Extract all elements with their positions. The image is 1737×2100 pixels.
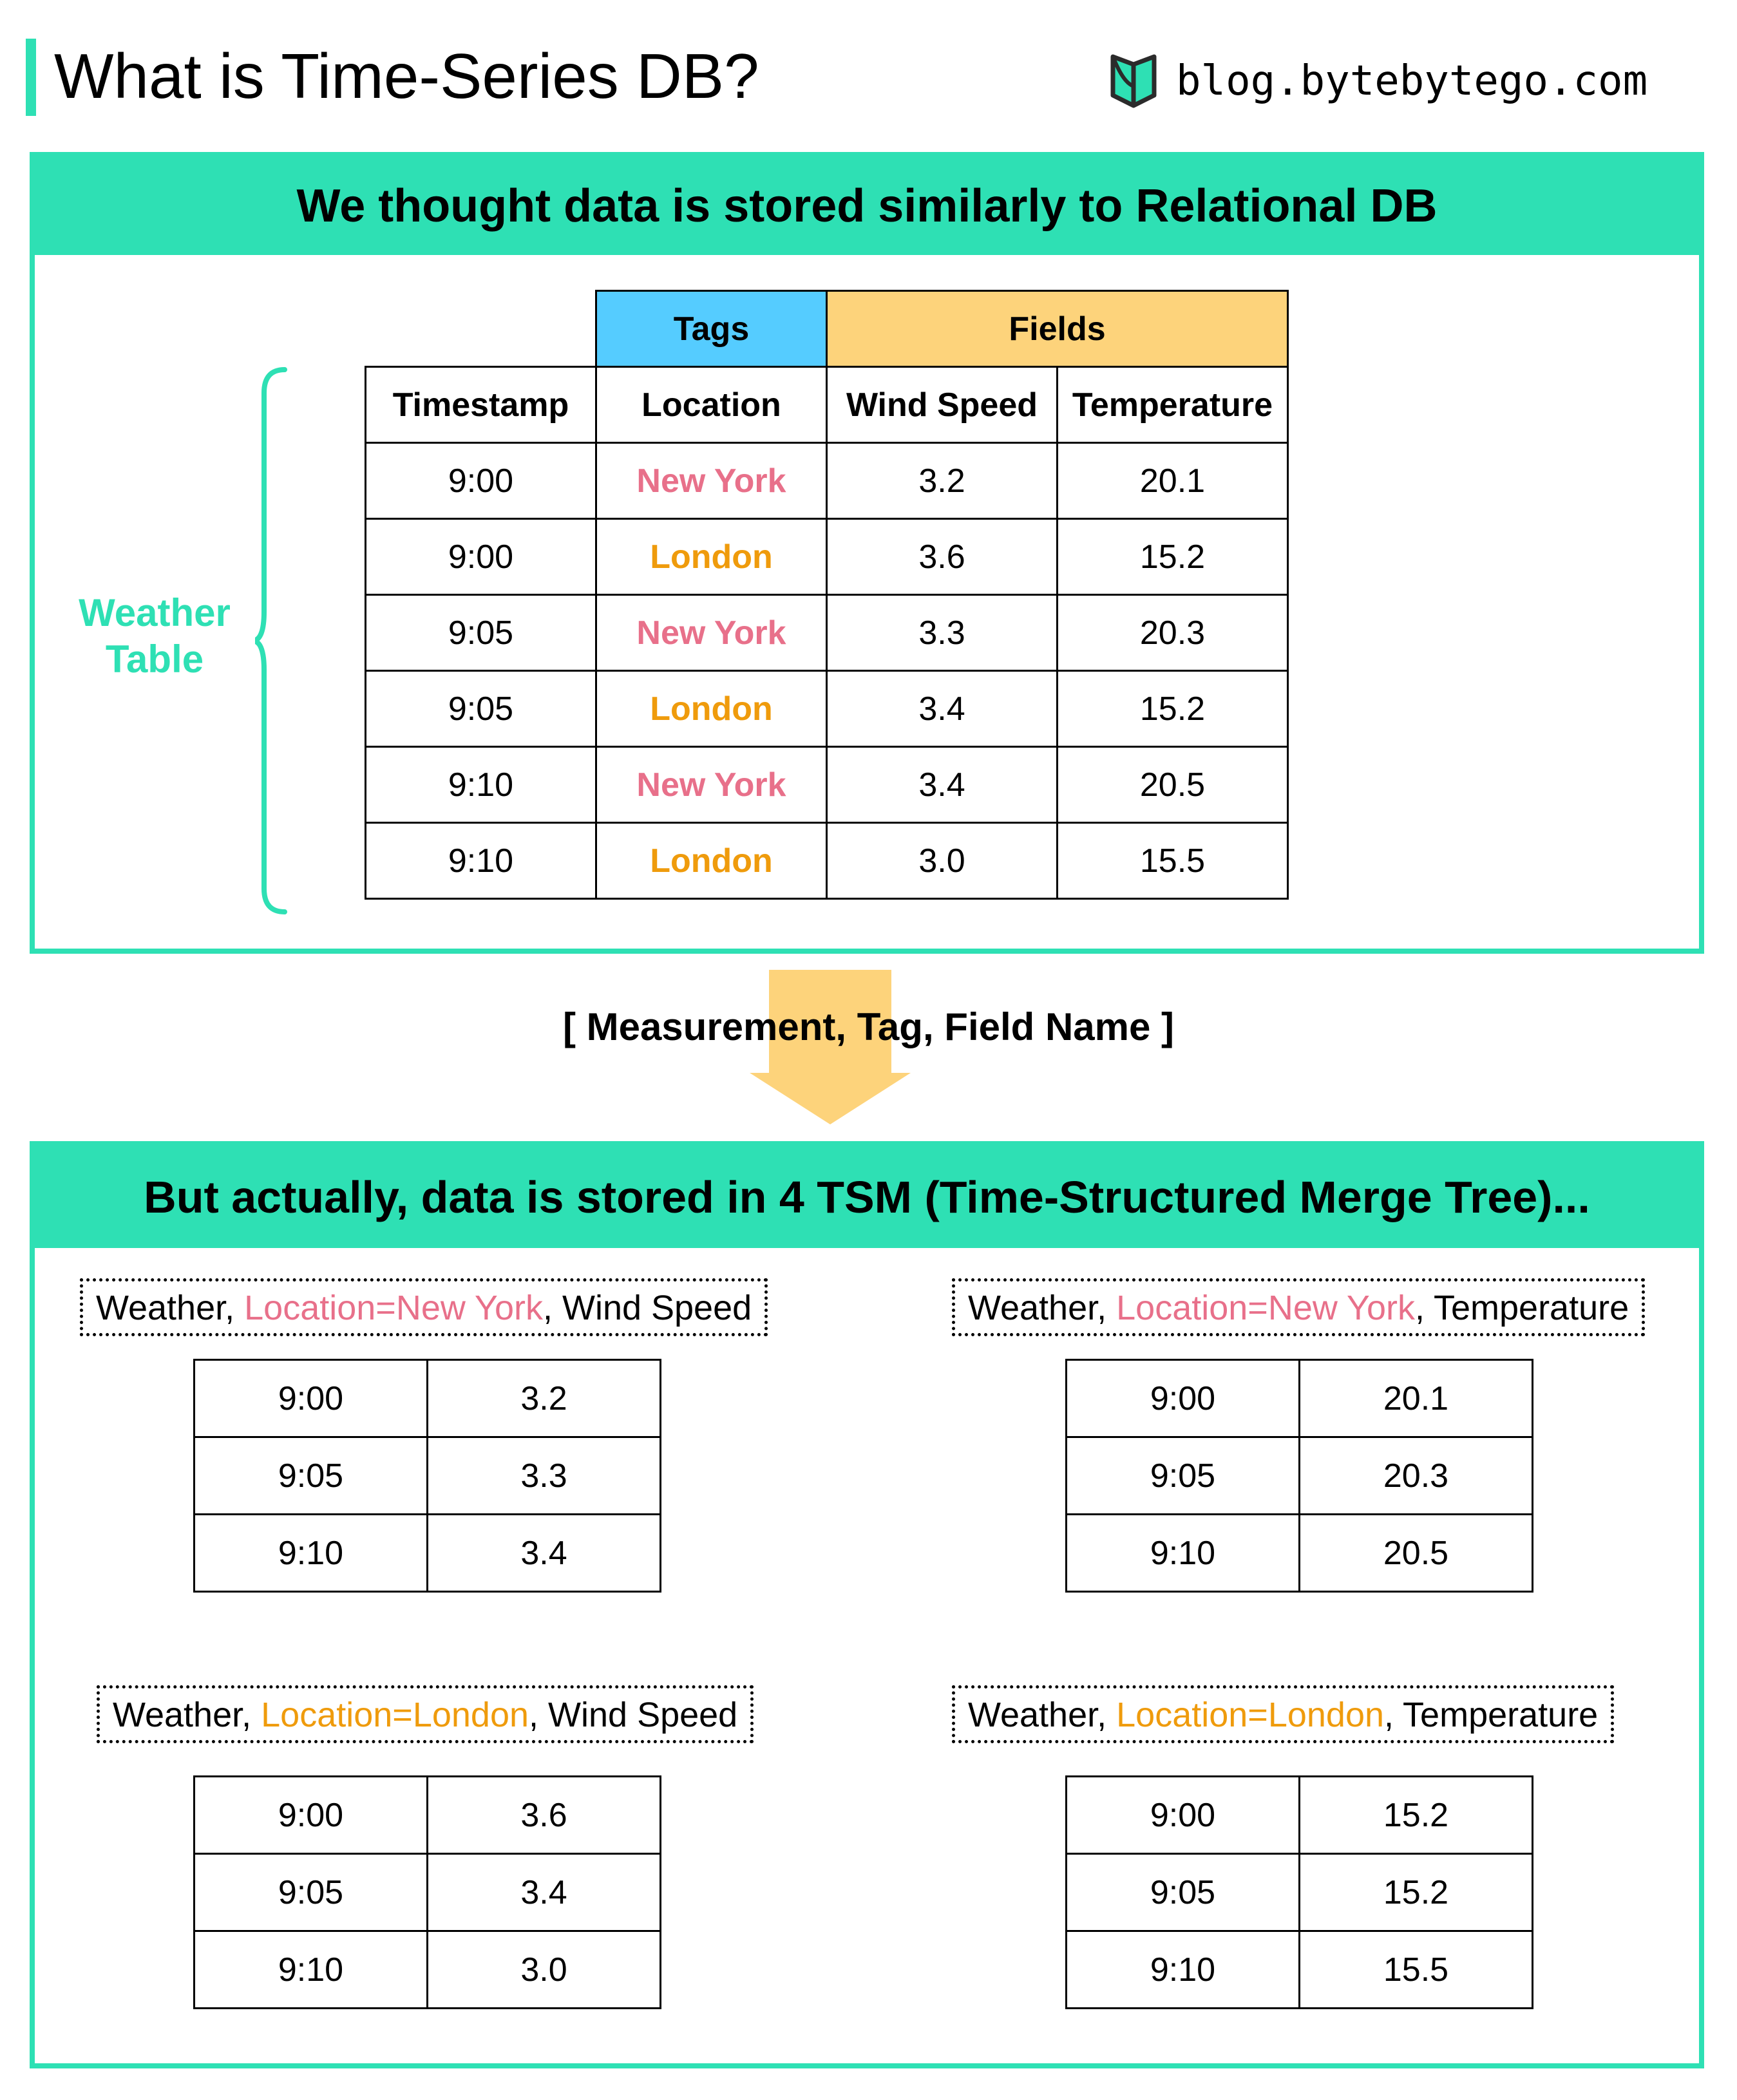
time-cell: 9:00 [195, 1777, 428, 1854]
time-cell: 9:00 [195, 1360, 428, 1437]
column-header: Timestamp [366, 367, 596, 443]
weather-table [365, 290, 1289, 900]
value-cell: 20.1 [1300, 1360, 1533, 1437]
bytebytego-logo-icon [1108, 50, 1159, 112]
blank-cell [366, 291, 596, 367]
location-cell: London [596, 671, 827, 747]
measurement-text: Weather, [968, 1289, 1117, 1327]
time-cell: 9:05 [195, 1854, 428, 1931]
timestamp-cell: 9:05 [366, 671, 596, 747]
timestamp-cell: 9:00 [366, 443, 596, 519]
field-text: , Wind Speed [542, 1289, 752, 1327]
field-text: , Temperature [1414, 1289, 1629, 1327]
table-row [366, 823, 1288, 899]
column-header-row [366, 367, 1288, 443]
timestamp-cell: 9:10 [366, 747, 596, 823]
value-cell: 3.6 [428, 1777, 661, 1854]
relational-heading: We thought data is stored similarly to Relational DB [35, 157, 1699, 255]
table-row [1067, 1515, 1533, 1592]
time-cell: 9:05 [1067, 1854, 1300, 1931]
time-cell: 9:10 [195, 1515, 428, 1592]
value-cell: 15.2 [1300, 1777, 1533, 1854]
table-row [1067, 1931, 1533, 2009]
timestamp-cell: 9:05 [366, 595, 596, 671]
time-cell: 9:00 [1067, 1777, 1300, 1854]
column-header: Wind Speed [827, 367, 1058, 443]
table-row [366, 595, 1288, 671]
table-row [195, 1437, 661, 1515]
temperature-cell: 15.5 [1058, 823, 1288, 899]
series-key [97, 1685, 754, 1743]
series-key [80, 1278, 768, 1336]
wind-speed-cell: 3.4 [827, 671, 1058, 747]
wind-speed-cell: 3.4 [827, 747, 1058, 823]
timestamp-cell: 9:00 [366, 519, 596, 595]
time-cell: 9:10 [1067, 1515, 1300, 1592]
table-row [1067, 1437, 1533, 1515]
series-table [1065, 1775, 1533, 2009]
weather-table-label-line2: Table [105, 638, 204, 681]
series-table [193, 1775, 661, 2009]
table-row [1067, 1854, 1533, 1931]
tags-group-header: Tags [596, 291, 827, 367]
series-table [193, 1359, 661, 1593]
weather-table-label [64, 590, 245, 683]
value-cell: 3.4 [428, 1515, 661, 1592]
tag-text: Location=New York [1116, 1289, 1415, 1327]
measurement-text: Weather, [96, 1289, 245, 1327]
measurement-text: Weather, [113, 1696, 261, 1734]
title-accent-bar [26, 39, 36, 116]
field-text: , Wind Speed [529, 1696, 738, 1734]
tsm-heading: But actually, data is stored in 4 TSM (Time-Structured Merge Tree)... [35, 1146, 1699, 1248]
table-row [366, 747, 1288, 823]
fields-group-header: Fields [827, 291, 1288, 367]
table-row [195, 1360, 661, 1437]
location-cell: London [596, 823, 827, 899]
value-cell: 20.5 [1300, 1515, 1533, 1592]
value-cell: 20.3 [1300, 1437, 1533, 1515]
group-header-row [366, 291, 1288, 367]
table-row [1067, 1360, 1533, 1437]
table-row [195, 1777, 661, 1854]
temperature-cell: 20.5 [1058, 747, 1288, 823]
value-cell: 3.3 [428, 1437, 661, 1515]
temperature-cell: 20.1 [1058, 443, 1288, 519]
time-cell: 9:00 [1067, 1360, 1300, 1437]
location-cell: New York [596, 595, 827, 671]
time-cell: 9:10 [1067, 1931, 1300, 2009]
time-cell: 9:10 [195, 1931, 428, 2009]
brand [1108, 48, 1647, 115]
wind-speed-cell: 3.0 [827, 823, 1058, 899]
table-row [366, 671, 1288, 747]
table-row [195, 1854, 661, 1931]
temperature-cell: 20.3 [1058, 595, 1288, 671]
temperature-cell: 15.2 [1058, 671, 1288, 747]
value-cell: 3.4 [428, 1854, 661, 1931]
tag-text: Location=London [1116, 1696, 1385, 1734]
wind-speed-cell: 3.6 [827, 519, 1058, 595]
location-cell: New York [596, 443, 827, 519]
temperature-cell: 15.2 [1058, 519, 1288, 595]
series-key [952, 1278, 1645, 1336]
column-header: Temperature [1058, 367, 1288, 443]
wind-speed-cell: 3.2 [827, 443, 1058, 519]
value-cell: 3.0 [428, 1931, 661, 2009]
table-row [366, 519, 1288, 595]
page-title: What is Time-Series DB? [54, 41, 759, 111]
field-text: , Temperature [1384, 1696, 1599, 1734]
measurement-text: Weather, [968, 1696, 1117, 1734]
curly-brace-icon [255, 367, 300, 914]
time-cell: 9:05 [195, 1437, 428, 1515]
wind-speed-cell: 3.3 [827, 595, 1058, 671]
location-cell: New York [596, 747, 827, 823]
value-cell: 15.5 [1300, 1931, 1533, 2009]
value-cell: 3.2 [428, 1360, 661, 1437]
brand-url[interactable]: blog.bytebytego.com [1176, 57, 1648, 105]
weather-table-label-line1: Weather [79, 591, 231, 634]
table-row [1067, 1777, 1533, 1854]
table-row [195, 1931, 661, 2009]
time-cell: 9:05 [1067, 1437, 1300, 1515]
series-key-label: [ Measurement, Tag, Field Name ] [562, 1005, 1175, 1048]
location-cell: London [596, 519, 827, 595]
tag-text: Location=New York [244, 1289, 543, 1327]
tag-text: Location=London [261, 1696, 529, 1734]
series-key [952, 1685, 1614, 1743]
value-cell: 15.2 [1300, 1854, 1533, 1931]
series-table [1065, 1359, 1533, 1593]
table-row [366, 443, 1288, 519]
timestamp-cell: 9:10 [366, 823, 596, 899]
column-header: Location [596, 367, 827, 443]
table-row [195, 1515, 661, 1592]
